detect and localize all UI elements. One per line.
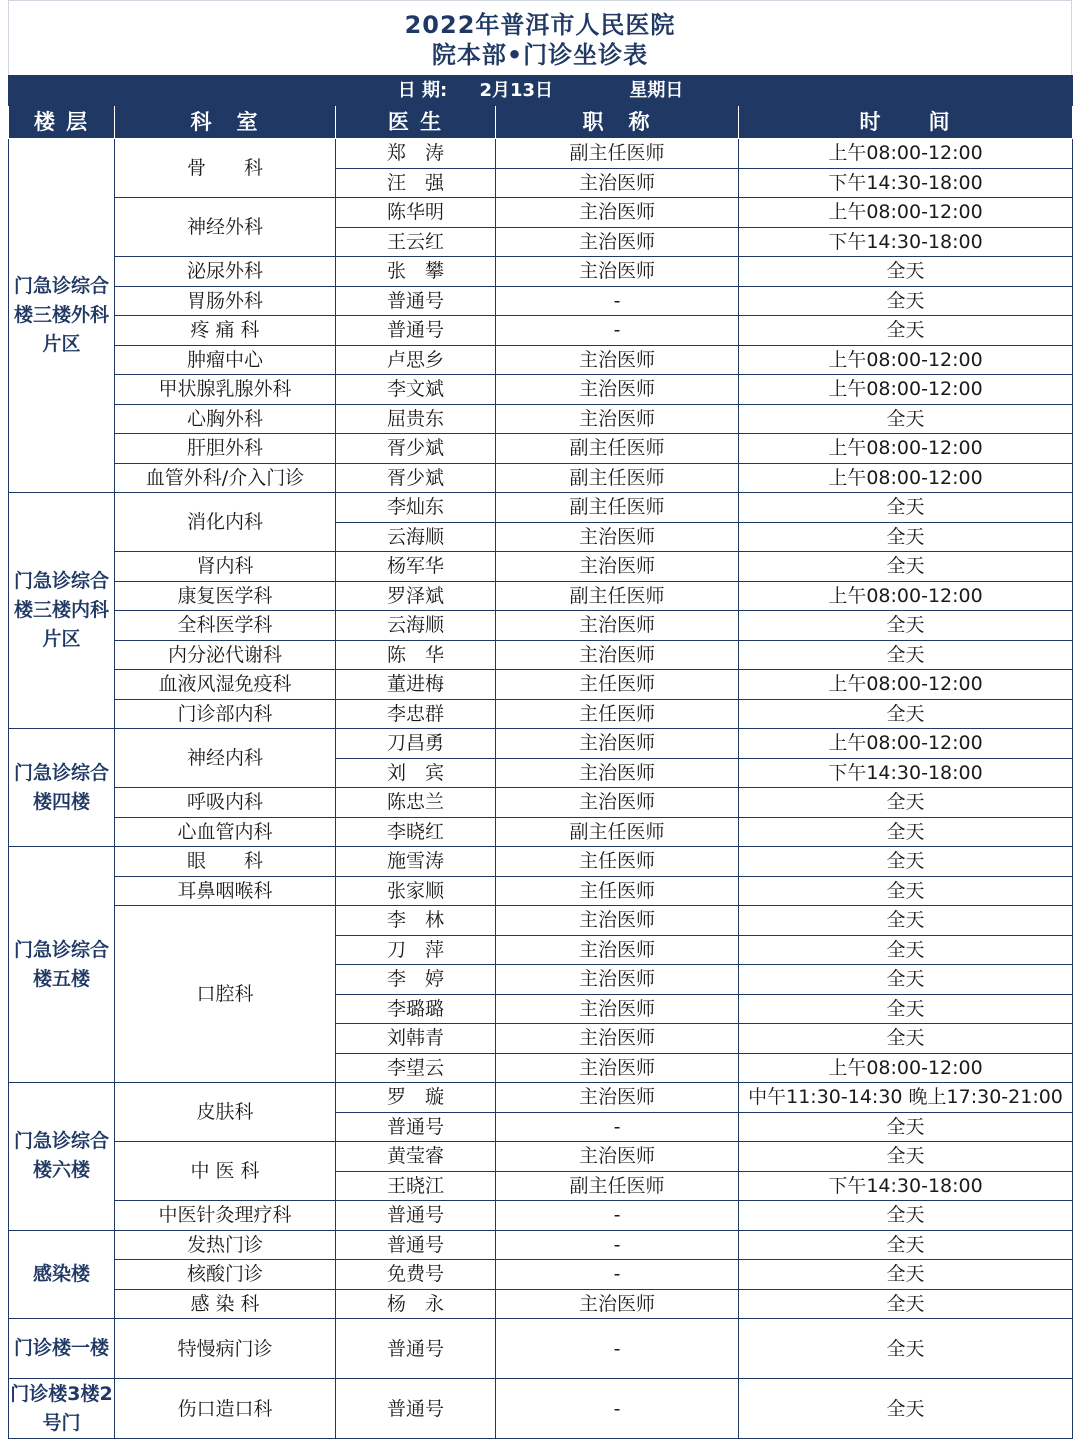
time-cell: 上午08:00-12:00 <box>739 375 1073 405</box>
time-cell: 全天 <box>739 847 1073 877</box>
title-cell: 主治医师 <box>496 227 739 257</box>
floor-cell: 门急诊综合楼四楼 <box>9 729 115 847</box>
department-cell: 特慢病门诊 <box>115 1319 336 1379</box>
department-cell: 康复医学科 <box>115 581 336 611</box>
department-cell: 口腔科 <box>115 906 336 1083</box>
table-row <box>9 817 1073 847</box>
table-row <box>9 198 1073 228</box>
table-row <box>9 1201 1073 1231</box>
department-cell: 皮肤科 <box>115 1083 336 1142</box>
schedule-page <box>8 0 1072 1439</box>
time-cell: 全天 <box>739 493 1073 523</box>
time-cell: 全天 <box>739 286 1073 316</box>
department-cell: 中医针灸理疗科 <box>115 1201 336 1231</box>
time-cell: 全天 <box>739 1024 1073 1054</box>
time-cell: 全天 <box>739 552 1073 582</box>
doctor-cell: 普通号 <box>336 1230 496 1260</box>
title-cell: 主治医师 <box>496 965 739 995</box>
title-cell: - <box>496 286 739 316</box>
doctor-cell: 刘韩青 <box>336 1024 496 1054</box>
table-row <box>9 286 1073 316</box>
doctor-cell: 普通号 <box>336 1112 496 1142</box>
time-cell: 全天 <box>739 522 1073 552</box>
time-cell: 全天 <box>739 1289 1073 1319</box>
table-row <box>9 1260 1073 1290</box>
time-cell: 上午08:00-12:00 <box>739 345 1073 375</box>
table-row <box>9 463 1073 493</box>
title-cell: - <box>496 1379 739 1439</box>
department-cell: 心胸外科 <box>115 404 336 434</box>
doctor-cell: 云海顺 <box>336 611 496 641</box>
time-cell: 全天 <box>739 906 1073 936</box>
table-row <box>9 1319 1073 1379</box>
title-cell: 副主任医师 <box>496 139 739 169</box>
time-cell: 上午08:00-12:00 <box>739 198 1073 228</box>
table-row <box>9 729 1073 759</box>
col-header-department: 科 室 <box>115 106 336 139</box>
title-cell: 主治医师 <box>496 345 739 375</box>
title-cell: - <box>496 1112 739 1142</box>
title-cell: 副主任医师 <box>496 817 739 847</box>
table-row <box>9 640 1073 670</box>
time-cell: 下午14:30-18:00 <box>739 1171 1073 1201</box>
department-cell: 肾内科 <box>115 552 336 582</box>
doctor-cell: 李灿东 <box>336 493 496 523</box>
table-row <box>9 906 1073 936</box>
doctor-cell: 张家顺 <box>336 876 496 906</box>
table-row <box>9 876 1073 906</box>
doctor-cell: 刀 萍 <box>336 935 496 965</box>
floor-cell: 门急诊综合楼五楼 <box>9 847 115 1083</box>
title-cell: 主治医师 <box>496 198 739 228</box>
time-cell: 全天 <box>739 1230 1073 1260</box>
doctor-cell: 陈忠兰 <box>336 788 496 818</box>
time-cell: 上午08:00-12:00 <box>739 729 1073 759</box>
doctor-cell: 李 林 <box>336 906 496 936</box>
table-row <box>9 581 1073 611</box>
time-cell: 全天 <box>739 404 1073 434</box>
doctor-cell: 刘 宾 <box>336 758 496 788</box>
title-cell: - <box>496 1319 739 1379</box>
department-cell: 全科医学科 <box>115 611 336 641</box>
doctor-cell: 董进梅 <box>336 670 496 700</box>
time-cell: 下午14:30-18:00 <box>739 227 1073 257</box>
time-cell: 下午14:30-18:00 <box>739 168 1073 198</box>
department-cell: 胃肠外科 <box>115 286 336 316</box>
department-cell: 感 染 科 <box>115 1289 336 1319</box>
doctor-cell: 胥少斌 <box>336 463 496 493</box>
col-header-floor: 楼 层 <box>9 106 115 139</box>
department-cell: 伤口造口科 <box>115 1379 336 1439</box>
title-cell: 主治医师 <box>496 1024 739 1054</box>
floor-cell: 门急诊综合楼三楼内科片区 <box>9 493 115 729</box>
doctor-cell: 杨军华 <box>336 552 496 582</box>
department-cell: 发热门诊 <box>115 1230 336 1260</box>
table-row <box>9 552 1073 582</box>
schedule-table <box>8 75 1073 1439</box>
table-row <box>9 788 1073 818</box>
table-row <box>9 257 1073 287</box>
doctor-cell: 陈华明 <box>336 198 496 228</box>
date-row <box>9 76 1073 106</box>
time-cell: 全天 <box>739 994 1073 1024</box>
time-cell: 全天 <box>739 1379 1073 1439</box>
doctor-cell: 普通号 <box>336 316 496 346</box>
doctor-cell: 杨 永 <box>336 1289 496 1319</box>
doctor-cell: 罗 璇 <box>336 1083 496 1113</box>
title-cell: 主治医师 <box>496 375 739 405</box>
title-cell: 副主任医师 <box>496 493 739 523</box>
doctor-cell: 王云红 <box>336 227 496 257</box>
time-cell: 上午08:00-12:00 <box>739 434 1073 464</box>
title-cell: 主治医师 <box>496 522 739 552</box>
department-cell: 消化内科 <box>115 493 336 552</box>
department-cell: 骨 科 <box>115 139 336 198</box>
doctor-cell: 免费号 <box>336 1260 496 1290</box>
title-cell: 主治医师 <box>496 611 739 641</box>
department-cell: 耳鼻咽喉科 <box>115 876 336 906</box>
doctor-cell: 屈贵东 <box>336 404 496 434</box>
department-cell: 血管外科/介入门诊 <box>115 463 336 493</box>
table-row <box>9 316 1073 346</box>
department-cell: 核酸门诊 <box>115 1260 336 1290</box>
department-cell: 疼 痛 科 <box>115 316 336 346</box>
title-box <box>8 0 1072 75</box>
doctor-cell: 普通号 <box>336 1201 496 1231</box>
table-row <box>9 345 1073 375</box>
title-cell: 副主任医师 <box>496 434 739 464</box>
table-row <box>9 1289 1073 1319</box>
doctor-cell: 施雪涛 <box>336 847 496 877</box>
department-cell: 血液风湿免疫科 <box>115 670 336 700</box>
title-cell: 主任医师 <box>496 876 739 906</box>
doctor-cell: 云海顺 <box>336 522 496 552</box>
title-cell: 主治医师 <box>496 729 739 759</box>
time-cell: 全天 <box>739 699 1073 729</box>
doctor-cell: 李晓红 <box>336 817 496 847</box>
department-cell: 呼吸内科 <box>115 788 336 818</box>
weekday: 星期日 <box>629 79 684 101</box>
col-header-time: 时 间 <box>739 106 1073 139</box>
title-cell: 主治医师 <box>496 1053 739 1083</box>
doctor-cell: 郑 涛 <box>336 139 496 169</box>
doctor-cell: 罗泽斌 <box>336 581 496 611</box>
schedule-subtitle: 院本部•门诊坐诊表 <box>431 41 649 69</box>
title-cell: - <box>496 1230 739 1260</box>
time-cell: 全天 <box>739 257 1073 287</box>
table-row <box>9 670 1073 700</box>
floor-cell: 门急诊综合楼六楼 <box>9 1083 115 1231</box>
table-row <box>9 1379 1073 1439</box>
date-label: 日 期: <box>397 79 448 101</box>
time-cell: 全天 <box>739 640 1073 670</box>
title-cell: 主任医师 <box>496 670 739 700</box>
title-cell: 主治医师 <box>496 404 739 434</box>
time-cell: 上午08:00-12:00 <box>739 139 1073 169</box>
department-cell: 中 医 科 <box>115 1142 336 1201</box>
title-cell: 主任医师 <box>496 847 739 877</box>
department-cell: 神经外科 <box>115 198 336 257</box>
doctor-cell: 普通号 <box>336 286 496 316</box>
title-cell: 主治医师 <box>496 1142 739 1172</box>
time-cell: 下午14:30-18:00 <box>739 758 1073 788</box>
doctor-cell: 刀昌勇 <box>336 729 496 759</box>
department-cell: 肝胆外科 <box>115 434 336 464</box>
doctor-cell: 胥少斌 <box>336 434 496 464</box>
table-row <box>9 611 1073 641</box>
title-cell: 副主任医师 <box>496 1171 739 1201</box>
table-row <box>9 434 1073 464</box>
department-cell: 心血管内科 <box>115 817 336 847</box>
table-row <box>9 847 1073 877</box>
doctor-cell: 王晓江 <box>336 1171 496 1201</box>
time-cell: 上午08:00-12:00 <box>739 581 1073 611</box>
doctor-cell: 李文斌 <box>336 375 496 405</box>
time-cell: 全天 <box>739 316 1073 346</box>
time-cell: 全天 <box>739 876 1073 906</box>
doctor-cell: 张 攀 <box>336 257 496 287</box>
table-row <box>9 375 1073 405</box>
doctor-cell: 李 婷 <box>336 965 496 995</box>
department-cell: 门诊部内科 <box>115 699 336 729</box>
department-cell: 肿瘤中心 <box>115 345 336 375</box>
table-row <box>9 1142 1073 1172</box>
doctor-cell: 汪 强 <box>336 168 496 198</box>
doctor-cell: 李望云 <box>336 1053 496 1083</box>
time-cell: 全天 <box>739 1319 1073 1379</box>
title-cell: 主治医师 <box>496 758 739 788</box>
table-row <box>9 493 1073 523</box>
col-header-doctor: 医 生 <box>336 106 496 139</box>
floor-cell: 门急诊综合楼三楼外科片区 <box>9 139 115 493</box>
title-cell: 主治医师 <box>496 788 739 818</box>
floor-cell: 感染楼 <box>9 1230 115 1319</box>
department-cell: 神经内科 <box>115 729 336 788</box>
title-cell: 副主任医师 <box>496 463 739 493</box>
department-cell: 泌尿外科 <box>115 257 336 287</box>
table-row <box>9 1083 1073 1113</box>
schedule-body <box>9 139 1073 1439</box>
doctor-cell: 李忠群 <box>336 699 496 729</box>
column-header-row <box>9 106 1073 139</box>
table-row <box>9 1230 1073 1260</box>
doctor-cell: 李璐璐 <box>336 994 496 1024</box>
hospital-title: 2022年普洱市人民医院 <box>404 11 676 39</box>
title-cell: 主治医师 <box>496 552 739 582</box>
doctor-cell: 普通号 <box>336 1379 496 1439</box>
time-cell: 中午11:30-14:30 晚上17:30-21:00 <box>739 1083 1073 1113</box>
title-cell: 主治医师 <box>496 935 739 965</box>
doctor-cell: 陈 华 <box>336 640 496 670</box>
title-cell: - <box>496 1260 739 1290</box>
title-cell: - <box>496 1201 739 1231</box>
time-cell: 全天 <box>739 611 1073 641</box>
time-cell: 全天 <box>739 1142 1073 1172</box>
department-cell: 甲状腺乳腺外科 <box>115 375 336 405</box>
table-row <box>9 404 1073 434</box>
time-cell: 全天 <box>739 935 1073 965</box>
doctor-cell: 卢思乡 <box>336 345 496 375</box>
title-cell: 主治医师 <box>496 1289 739 1319</box>
title-cell: 主治医师 <box>496 906 739 936</box>
date-cell <box>9 76 1073 106</box>
title-cell: 副主任医师 <box>496 581 739 611</box>
department-cell: 内分泌代谢科 <box>115 640 336 670</box>
title-cell: - <box>496 316 739 346</box>
time-cell: 全天 <box>739 965 1073 995</box>
table-row <box>9 699 1073 729</box>
title-cell: 主治医师 <box>496 1083 739 1113</box>
floor-cell: 门诊楼一楼 <box>9 1319 115 1379</box>
doctor-cell: 普通号 <box>336 1319 496 1379</box>
time-cell: 全天 <box>739 1112 1073 1142</box>
floor-cell: 门诊楼3楼2号门 <box>9 1379 115 1439</box>
time-cell: 上午08:00-12:00 <box>739 1053 1073 1083</box>
time-cell: 全天 <box>739 1260 1073 1290</box>
department-cell: 眼 科 <box>115 847 336 877</box>
col-header-title: 职 称 <box>496 106 739 139</box>
time-cell: 全天 <box>739 1201 1073 1231</box>
title-cell: 主治医师 <box>496 257 739 287</box>
title-cell: 主任医师 <box>496 699 739 729</box>
title-cell: 主治医师 <box>496 640 739 670</box>
time-cell: 全天 <box>739 788 1073 818</box>
time-cell: 全天 <box>739 817 1073 847</box>
time-cell: 上午08:00-12:00 <box>739 463 1073 493</box>
doctor-cell: 黄莹睿 <box>336 1142 496 1172</box>
title-cell: 主治医师 <box>496 994 739 1024</box>
title-cell: 主治医师 <box>496 168 739 198</box>
table-row <box>9 139 1073 169</box>
time-cell: 上午08:00-12:00 <box>739 670 1073 700</box>
date-value: 2月13日 <box>479 79 554 101</box>
